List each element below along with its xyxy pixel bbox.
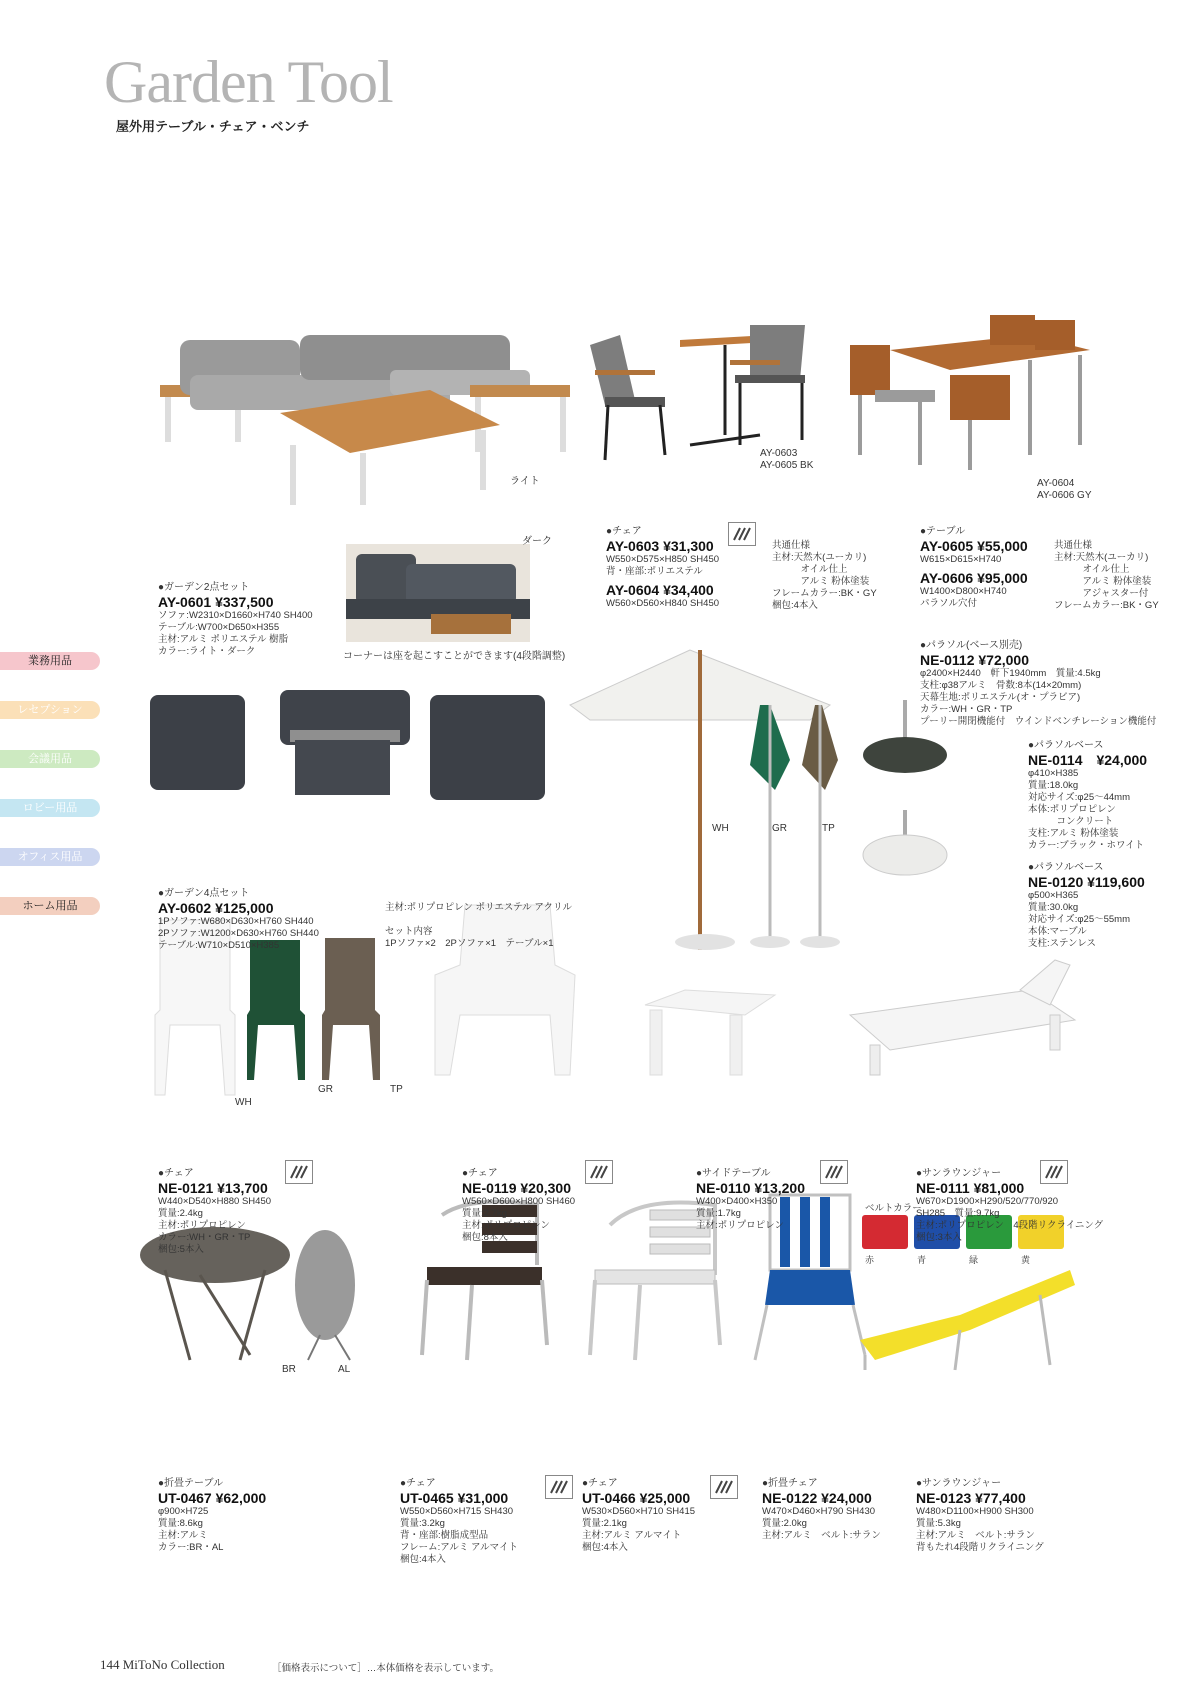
product-category: ●チェア: [400, 1478, 436, 1489]
product-spec: 1Pソファ×2 2Pソファ×1 テーブル×1: [385, 938, 554, 949]
product-category: ●折畳チェア: [762, 1478, 818, 1489]
product-category: ●ガーデン4点セット: [158, 888, 250, 899]
product-spec: アルミ 粉体塗装: [1054, 576, 1152, 587]
label-al: AL: [338, 1364, 351, 1375]
product-spec: W615×D615×H740: [920, 554, 1002, 565]
product-spec: カラー:WH・GR・TP: [158, 1232, 251, 1243]
belt-label-red: 赤: [865, 1255, 875, 1265]
belt-label-blue: 青: [917, 1255, 927, 1265]
product-spec: W550×D560×H715 SH430: [400, 1506, 514, 1517]
label-gr-chair: GR: [318, 1084, 333, 1095]
product-code-price: UT-0467 ¥62,000: [158, 1490, 267, 1506]
product-spec: W670×D1900×H290/520/770/920: [916, 1196, 1059, 1207]
product-ne0111: [916, 1168, 1103, 1244]
product-spec: ソファ:W2310×D1660×H740 SH400: [158, 610, 313, 621]
product-spec: 支柱:φ38アルミ 骨数:8本(14×20mm): [920, 680, 1082, 691]
label-gr-parasol: GR: [772, 823, 787, 834]
product-spec: フレームカラー:BK・GY: [1054, 600, 1159, 611]
product-code-price: NE-0112 ¥72,000: [920, 652, 1029, 668]
product-spec: φ500×H365: [1028, 890, 1079, 901]
tab-label: 業務用品: [28, 655, 72, 667]
folding-lounger-image: [860, 1270, 1075, 1370]
product-spec: 背・座部:樹脂成型品: [400, 1530, 489, 1541]
product-ay0601: [158, 582, 313, 658]
parasol-image: [570, 650, 840, 950]
product-spec: 主材:アルミ アルマイト: [582, 1530, 682, 1541]
sun-lounger-image: [850, 960, 1075, 1080]
product-spec: アジャスター付: [1054, 588, 1149, 599]
product-spec: 質量:2.4kg: [158, 1208, 203, 1219]
product-category: ●テーブル: [920, 526, 966, 537]
stackable-icon: [285, 1160, 313, 1184]
label-ay0605: AY-0605 BK: [760, 460, 814, 471]
product-category: ●サイドテーブル: [696, 1168, 771, 1179]
ay0603-common-specs: [772, 540, 877, 612]
product-spec: 質量:8.6kg: [158, 1518, 203, 1529]
product-ne0121: [158, 1168, 271, 1256]
stackable-icon: [585, 1160, 613, 1184]
product-spec: 梱包:4本入: [772, 600, 818, 611]
product-spec: 背もたれ4段階リクライニング: [916, 1542, 1044, 1553]
product-spec: セット内容: [385, 926, 433, 937]
wicker-sofa-set-image: [150, 690, 545, 825]
product-spec: 主材:ポリプロピレン: [696, 1220, 784, 1231]
tab-label: 会議用品: [28, 753, 72, 765]
product-spec: 梱包:5本入: [158, 1244, 204, 1255]
product-code-price: AY-0604 ¥34,400: [606, 582, 714, 598]
tab-label: ホーム用品: [22, 900, 78, 912]
product-spec: W560×D560×H840 SH450: [606, 598, 720, 609]
product-category: ●チェア: [582, 1478, 618, 1489]
label-tp-chair: TP: [390, 1084, 403, 1095]
product-spec: テーブル:W700×D650×H355: [158, 622, 280, 633]
product-code-price: NE-0119 ¥20,300: [462, 1180, 571, 1196]
tab-office[interactable]: [0, 848, 100, 866]
page-number: 144: [100, 1657, 120, 1672]
product-spec: W530×D560×H710 SH415: [582, 1506, 696, 1517]
product-spec: 支柱:ステンレス: [1028, 938, 1096, 949]
product-code-price: AY-0601 ¥337,500: [158, 594, 274, 610]
product-spec: φ2400×H2440 軒下1940mm 質量:4.5kg: [920, 668, 1101, 679]
product-ne0110: [696, 1168, 805, 1232]
sofa-set-light-image: [150, 335, 580, 525]
product-ne0122: [762, 1478, 881, 1542]
product-spec: オイル仕上: [1054, 564, 1130, 575]
product-spec: 本体:ポリプロピレン: [1028, 804, 1116, 815]
belt-label-green: 緑: [969, 1255, 979, 1265]
product-spec: 主材:アルミ ポリエステル 樹脂: [158, 634, 289, 645]
product-spec: フレームカラー:BK・GY: [772, 588, 877, 599]
tab-label: オフィス用品: [17, 851, 83, 863]
brand-name: MiToNo Collection: [122, 1657, 225, 1672]
product-spec: アルミ 粉体塗装: [772, 576, 870, 587]
product-ne0123: [916, 1478, 1044, 1554]
label-wh-chair: WH: [235, 1097, 252, 1108]
product-ne0112: [920, 640, 1156, 728]
product-spec: SH285 質量:9.7kg: [916, 1208, 1000, 1219]
tab-meeting[interactable]: [0, 750, 100, 768]
product-category: ●サンラウンジャー: [916, 1168, 1002, 1179]
product-spec: オイル仕上: [772, 564, 848, 575]
product-spec: W1400×D800×H740: [920, 586, 1007, 597]
dining-table-chairs-image: [850, 315, 1090, 475]
product-spec: 対応サイズ:φ25～44mm: [1028, 792, 1131, 803]
ay0602-extra-specs: [385, 902, 572, 950]
product-spec: W560×D600×H800 SH460: [462, 1196, 576, 1207]
product-spec: 主材:ポリプロピレン 4段階リクライニング: [916, 1220, 1104, 1231]
product-spec: 共通仕様: [772, 540, 811, 551]
product-code-price: AY-0602 ¥125,000: [158, 900, 274, 916]
product-spec: 共通仕様: [1054, 540, 1093, 551]
side-table-image: [645, 990, 775, 1080]
belt-swatch-red: [862, 1215, 908, 1249]
product-code-price: AY-0606 ¥95,000: [920, 570, 1028, 586]
tab-label: レセプション: [17, 704, 83, 716]
product-code-price: NE-0111 ¥81,000: [916, 1180, 1025, 1196]
product-spec: 質量:3.2kg: [400, 1518, 445, 1529]
stackable-icon: [820, 1160, 848, 1184]
product-code-price: NE-0110 ¥13,200: [696, 1180, 805, 1196]
footer-note: ［価格表示について］…本体価格を表示しています。: [272, 1663, 500, 1674]
product-ut0466: [582, 1478, 695, 1554]
product-code-price: NE-0121 ¥13,700: [158, 1180, 268, 1196]
product-spec: フレーム:アルミ アルマイト: [400, 1542, 518, 1553]
product-ay0603: [606, 526, 719, 610]
product-ne0120: [1028, 862, 1145, 950]
product-spec: 質量:2.7kg: [462, 1208, 507, 1219]
product-category: ●サンラウンジャー: [916, 1478, 1002, 1489]
product-spec: 質量:18.0kg: [1028, 780, 1079, 791]
product-spec: 梱包:4本入: [400, 1554, 446, 1565]
stackable-icon: [728, 522, 756, 546]
product-spec: 質量:30.0kg: [1028, 902, 1079, 913]
label-ay0603: AY-0603: [760, 448, 798, 459]
product-spec: 主材:アルミ ベルト:サラン: [916, 1530, 1035, 1541]
product-spec: プーリー開閉機能付 ウインドベンチレーション機能付: [920, 716, 1157, 727]
product-spec: 主材:天然木(ユーカリ): [1054, 552, 1149, 563]
label-wh-parasol: WH: [712, 823, 729, 834]
product-spec: カラー:ライト・ダーク: [158, 646, 256, 657]
product-spec: W440×D540×H880 SH450: [158, 1196, 272, 1207]
product-category: ●パラソル(ベース別売): [920, 640, 1023, 651]
product-spec: カラー:BR・AL: [158, 1542, 224, 1553]
product-spec: 主材:ポリプロピレン: [462, 1220, 550, 1231]
product-spec: 梱包:3本入: [916, 1232, 962, 1243]
product-spec: W400×D400×H350: [696, 1196, 778, 1207]
product-code-price: UT-0466 ¥25,000: [582, 1490, 691, 1506]
product-ut0467: [158, 1478, 266, 1554]
product-spec: 2Pソファ:W1200×D630×H760 SH440: [158, 928, 319, 939]
product-ne0114: [1028, 740, 1147, 852]
product-code-price: NE-0122 ¥24,000: [762, 1490, 872, 1506]
product-spec: 質量:2.1kg: [582, 1518, 627, 1529]
product-code-price: AY-0603 ¥31,300: [606, 538, 714, 554]
product-spec: 本体:マーブル: [1028, 926, 1087, 937]
product-spec: 梱包:4本入: [582, 1542, 628, 1553]
parasol-base-white-image: [860, 810, 950, 880]
product-spec: テーブル:W710×D510×H385: [158, 940, 280, 951]
product-spec: 主材:アルミ: [158, 1530, 208, 1541]
label-light: ライト: [510, 476, 540, 487]
product-spec: 1Pソファ:W680×D630×H760 SH440: [158, 916, 314, 927]
tab-label: ロビー用品: [22, 802, 78, 814]
bistro-chairs-table-image: [590, 325, 820, 465]
belt-label-yellow: 黄: [1021, 1255, 1031, 1265]
product-ay0602: [158, 888, 319, 952]
label-dark: ダーク: [522, 536, 552, 547]
product-spec: 質量:1.7kg: [696, 1208, 741, 1219]
product-spec: カラー:ブラック・ホワイト: [1028, 840, 1145, 851]
product-spec: 背・座部:ポリエステル: [606, 566, 703, 577]
tab-home[interactable]: [0, 897, 100, 915]
product-code-price: UT-0465 ¥31,000: [400, 1490, 509, 1506]
product-code-price: NE-0114 ¥24,000: [1028, 752, 1148, 768]
product-ut0465: [400, 1478, 518, 1566]
tab-reception[interactable]: [0, 701, 100, 719]
product-category: ●チェア: [606, 526, 642, 537]
sofa-set-dark-image: [346, 544, 530, 642]
label-tp-parasol: TP: [822, 823, 835, 834]
product-code-price: NE-0123 ¥77,400: [916, 1490, 1026, 1506]
product-spec: W480×D1100×H900 SH300: [916, 1506, 1034, 1517]
product-category: ●パラソルベース: [1028, 862, 1104, 873]
product-spec: 主材:ポリプロピレン: [158, 1220, 246, 1231]
label-ay0604: AY-0604: [1037, 478, 1075, 489]
footer-brand: [100, 1657, 225, 1673]
product-category: ●折畳テーブル: [158, 1478, 224, 1489]
product-spec: 対応サイズ:φ25～55mm: [1028, 914, 1131, 925]
label-ay0606: AY-0606 GY: [1037, 490, 1092, 501]
product-spec: 主材:ポリプロピレン ポリエステル アクリル: [385, 902, 573, 913]
product-spec: φ900×H725: [158, 1506, 209, 1517]
page-subtitle: 屋外用テーブル・チェア・ベンチ: [116, 119, 310, 134]
product-spec: カラー:WH・GR・TP: [920, 704, 1013, 715]
stackable-icon: [545, 1475, 573, 1499]
product-category: ●パラソルベース: [1028, 740, 1104, 751]
product-category: ●ガーデン2点セット: [158, 582, 250, 593]
product-category: ●チェア: [462, 1168, 498, 1179]
label-br: BR: [282, 1364, 296, 1375]
product-spec: W550×D575×H850 SH450: [606, 554, 720, 565]
product-spec: 天幕生地:ポリエステル(オ・プラビア): [920, 692, 1081, 703]
product-spec: 支柱:アルミ 粉体塗装: [1028, 828, 1119, 839]
product-spec: 主材:天然木(ユーカリ): [772, 552, 867, 563]
corner-note: コーナーは座を起こすことができます(4段階調整): [343, 651, 566, 662]
ay0605-common-specs: [1054, 540, 1159, 612]
product-ne0119: [462, 1168, 575, 1244]
product-spec: W470×D460×H790 SH430: [762, 1506, 876, 1517]
belt-color-title: ベルトカラー: [865, 1203, 922, 1214]
tab-lobby[interactable]: [0, 799, 100, 817]
product-code-price: AY-0605 ¥55,000: [920, 538, 1028, 554]
product-code-price: NE-0120 ¥119,600: [1028, 874, 1145, 890]
product-spec: 質量:2.0kg: [762, 1518, 807, 1529]
product-ay0605: [920, 526, 1028, 610]
product-spec: 質量:5.3kg: [916, 1518, 961, 1529]
product-spec: φ410×H385: [1028, 768, 1079, 779]
tab-business[interactable]: [0, 652, 100, 670]
page-title: Garden Tool: [104, 49, 393, 115]
spacer: [385, 914, 572, 926]
product-spec: コンクリート: [1028, 816, 1114, 827]
product-spec: 主材:アルミ ベルト:サラン: [762, 1530, 881, 1541]
product-category: ●チェア: [158, 1168, 194, 1179]
stackable-icon: [710, 1475, 738, 1499]
product-spec: 梱包:8本入: [462, 1232, 508, 1243]
product-spec: パラソル穴付: [920, 598, 978, 609]
